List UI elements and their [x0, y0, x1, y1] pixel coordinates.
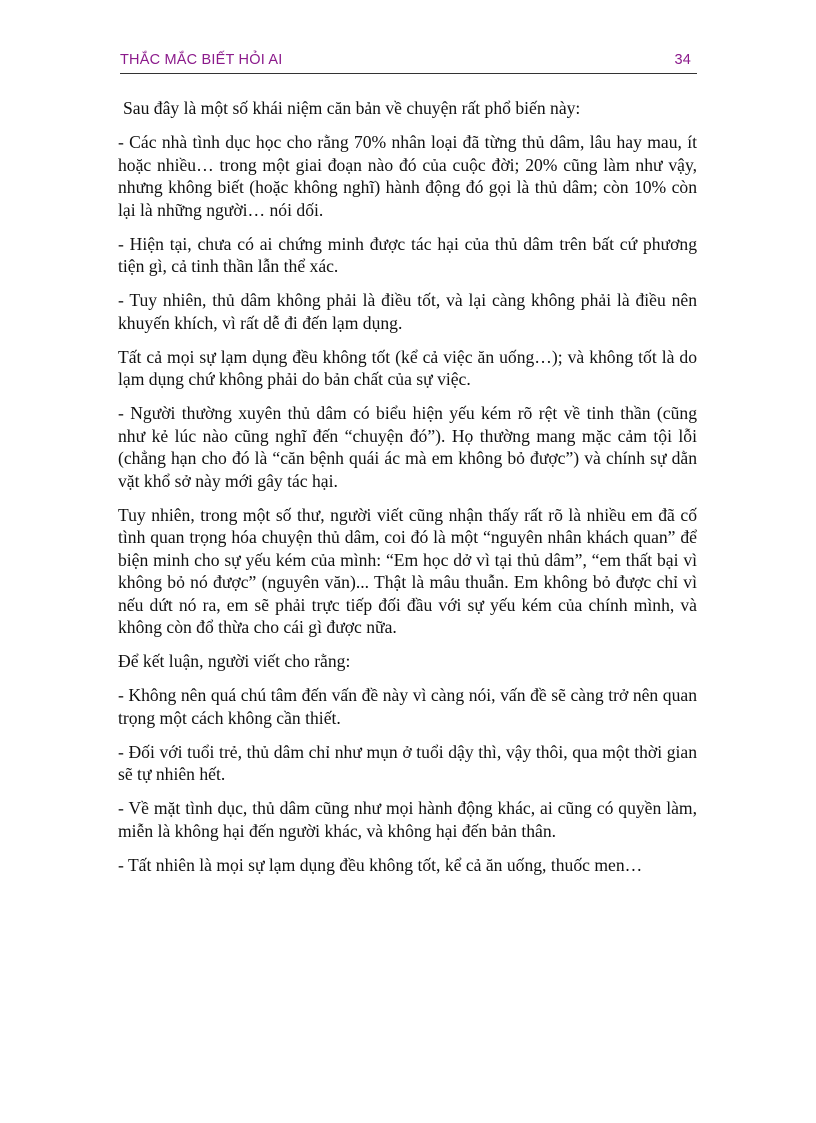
- paragraph: Tuy nhiên, trong một số thư, người viết cũng nhận thấy rất rõ là nhiều em đã cố tình quan trọng hóa chuyện thủ dâm, coi đó là một “nguyên nhân khách quan” để biện minh cho sự yếu kém của mình: “Em học dở vì tại thủ dâm”, “em thất bại vì không bỏ nó được” (nguyên văn)... Thật là mâu thuẫn. Em không bỏ được chỉ vì nếu dứt nó ra, em sẽ phải trực tiếp đối đầu với sự yếu kém của chính mình, và không còn đổ thừa cho cái gì được nữa.: [118, 504, 697, 637]
- running-header: [120, 51, 697, 74]
- paragraph: - Về mặt tình dục, thủ dâm cũng như mọi hành động khác, ai cũng có quyền làm, miễn là không hại đến người khác, và không hại đến bản thân.: [118, 798, 697, 841]
- paragraph: - Đối với tuổi trẻ, thủ dâm chỉ như mụn ở tuổi dậy thì, vậy thôi, qua một thời gian sẽ tự nhiên hết.: [118, 741, 697, 784]
- page-number: 34: [674, 52, 691, 68]
- paragraph: - Người thường xuyên thủ dâm có biểu hiện yếu kém rõ rệt về tinh thần (cũng như kẻ lúc nào cũng nghĩ đến “chuyện đó”). Họ thường mang mặc cảm tội lỗi (chẳng hạn cho đó là “căn bệnh quái ác mà em không bỏ được”) và chính sự dằn vặt khổ sở này mới gây tác hại.: [118, 403, 697, 491]
- paragraph: - Không nên quá chú tâm đến vấn đề này vì càng nói, vấn đề sẽ càng trở nên quan trọng một cách không cần thiết.: [118, 685, 697, 728]
- paragraph: - Tất nhiên là mọi sự lạm dụng đều không tốt, kể cả ăn uống, thuốc men…: [118, 854, 643, 875]
- paragraph: - Hiện tại, chưa có ai chứng minh được tác hại của thủ dâm trên bất cứ phương tiện gì, cả tinh thần lẫn thể xác.: [118, 233, 697, 276]
- paragraph: - Các nhà tình dục học cho rằng 70% nhân loại đã từng thủ dâm, lâu hay mau, ít hoặc nhiều… trong một giai đoạn nào đó của cuộc đời; 20% cũng làm như vậy, nhưng không biết (hoặc không nghĩ) hành động đó gọi là thủ dâm; còn 10% còn lại là những người… nói dối.: [118, 132, 697, 220]
- paragraph: - Tuy nhiên, thủ dâm không phải là điều tốt, và lại càng không phải là điều nên khuyến khích, vì rất dễ đi đến lạm dụng.: [118, 290, 697, 333]
- body-text: [118, 97, 697, 888]
- paragraph: Để kết luận, người viết cho rằng:: [118, 651, 351, 671]
- intro-paragraph: Sau đây là một số khái niệm căn bản về chuyện rất phổ biến này:: [123, 98, 581, 118]
- paragraph: Tất cả mọi sự lạm dụng đều không tốt (kể cả việc ăn uống…); và không tốt là do lạm dụng chứ không phải do bản chất của sự việc.: [118, 346, 697, 389]
- header-title: THẮC MẮC BIẾT HỎI AI: [120, 52, 283, 68]
